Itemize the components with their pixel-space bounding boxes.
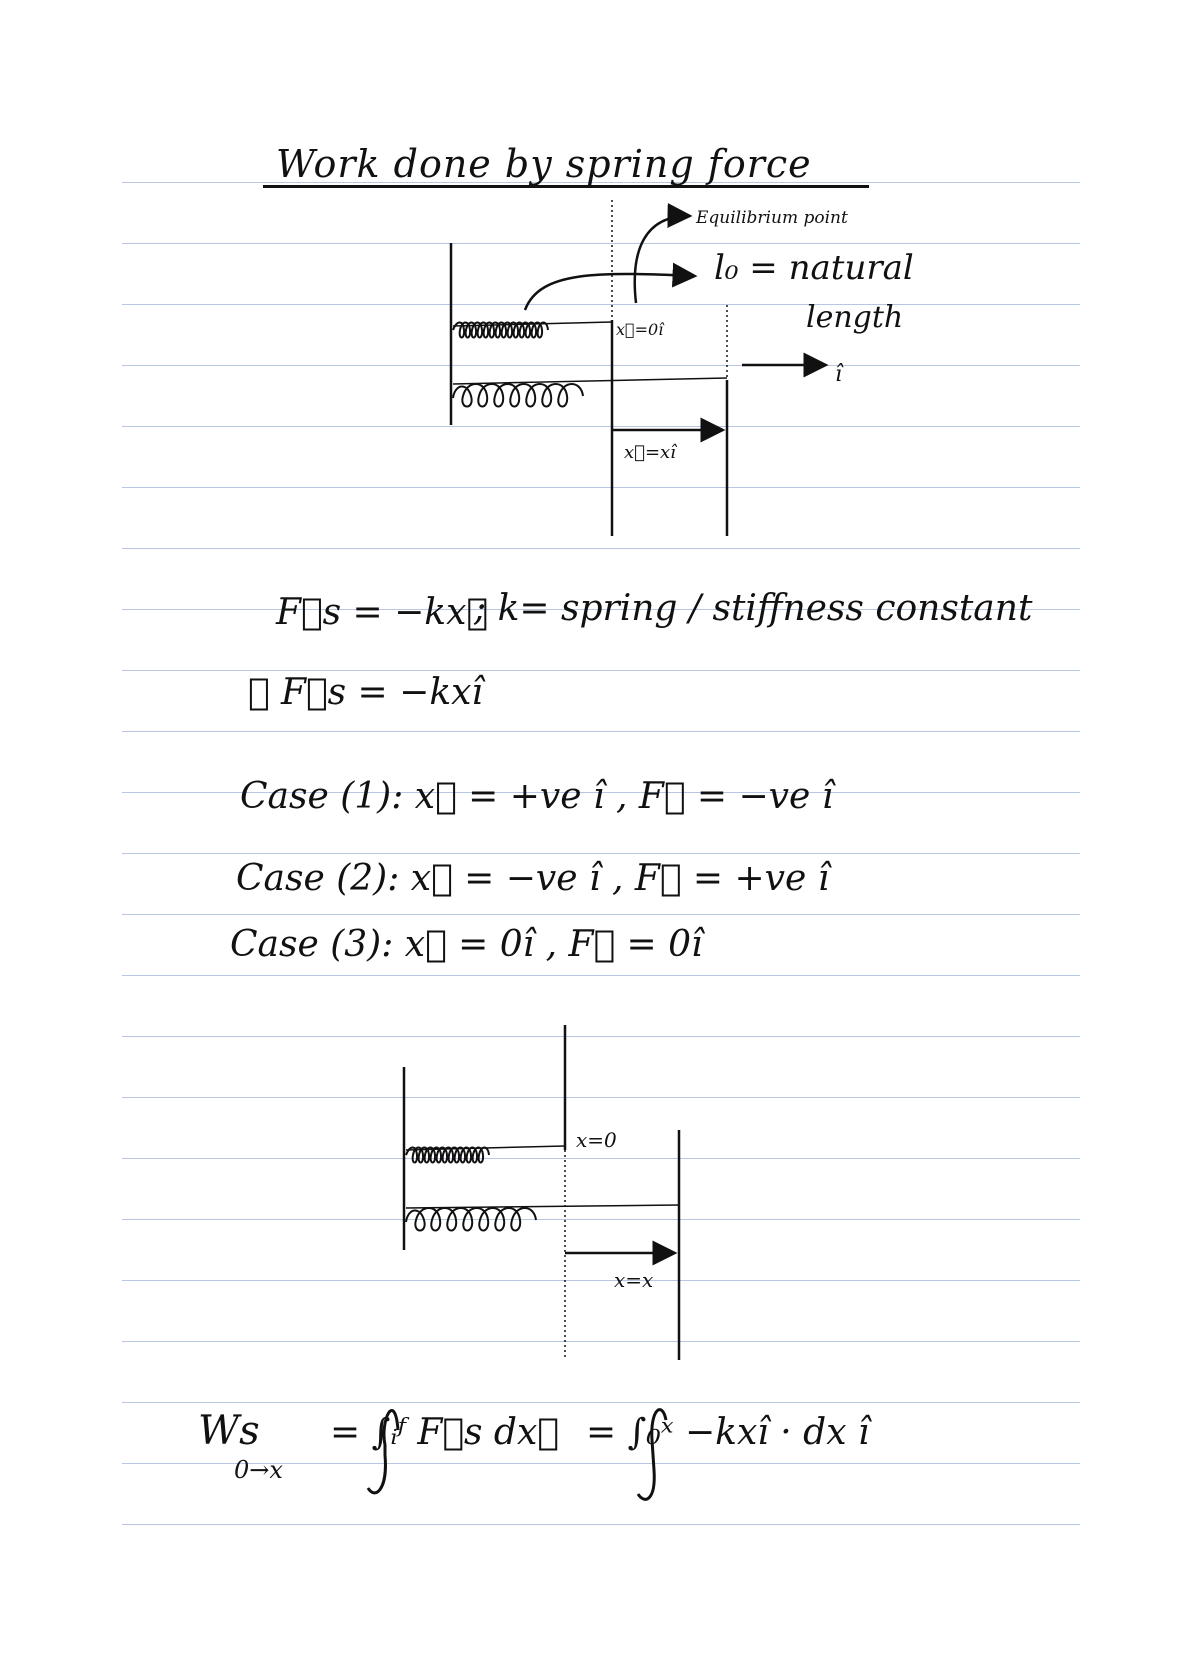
case-3-equation: Case (3): x⃗ = 0î , F⃗ = 0î (230, 924, 703, 965)
equilibrium-point-label: Equilibrium point (696, 208, 848, 228)
work-lhs: Ws (198, 1408, 260, 1454)
diagram-2 (404, 1025, 679, 1360)
x-zero-label-2: x=0 (576, 1128, 617, 1152)
therefore-equation: ∴ F⃗s = −kxî (248, 672, 483, 713)
force-law-equation: F⃗s = −kx⃗ (276, 592, 488, 633)
work-integral-1: = ∫ᵢᶠ F⃗s dx⃗ (330, 1412, 559, 1453)
x-zero-label: x⃗=0î (616, 320, 664, 339)
equilibrium-pointer (635, 216, 690, 303)
natural-length-label-line2: length (806, 300, 904, 335)
stretched-spring (453, 384, 583, 407)
case-2-equation: Case (2): x⃗ = −ve î , F⃗ = +ve î (236, 858, 830, 899)
x-displacement-label-2: x=x (614, 1268, 654, 1292)
spring-constant-description: ; k= spring / stiffness constant (474, 588, 1033, 629)
stretched-spring-2 (406, 1208, 536, 1231)
x-displacement-label: x⃗=xî (624, 442, 676, 463)
unit-vector-label: î (835, 362, 843, 387)
page-title: Work done by spring force (276, 142, 812, 186)
work-integral-2: = ∫₀ˣ −kxî · dx î (586, 1412, 870, 1453)
natural-length-pointer (525, 274, 695, 310)
case-1-equation: Case (1): x⃗ = +ve î , F⃗ = −ve î (240, 776, 834, 817)
natural-length-label: l₀ = natural (714, 248, 914, 288)
work-lhs-subscript: 0→x (234, 1456, 283, 1484)
